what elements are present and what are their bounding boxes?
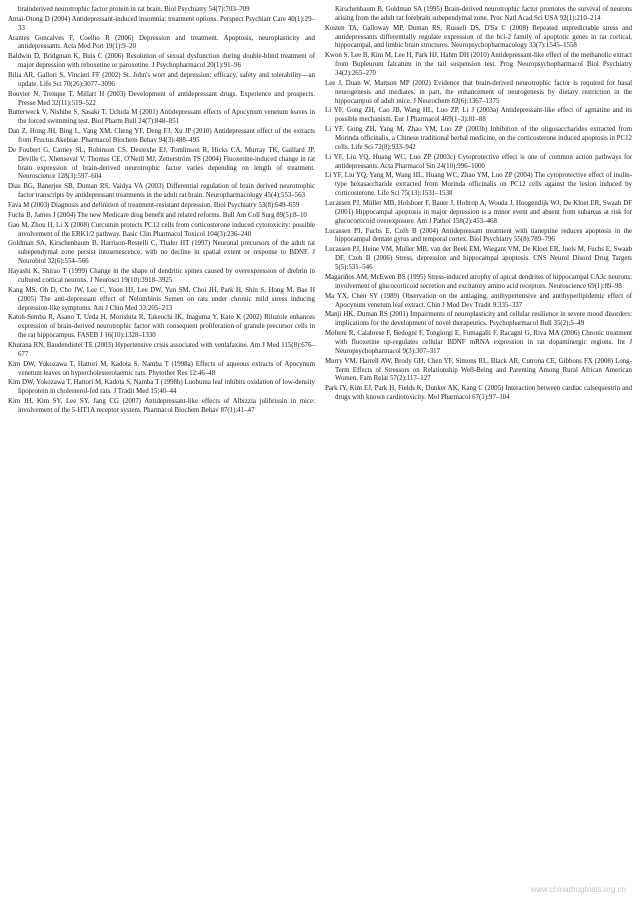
reference-entry: Kirschenbaum B, Goldman SA (1995) Brain-derived neurotrophic factor promotes the survival of neurons arising from the adult rat forebrain subependymal zone. Proc Natl Acad Sci USA 92(1):210–214 xyxy=(335,6,632,22)
reference-entry: Hayashi K, Shirao T (1999) Change in the shape of dendritic spines caused by overexpression of drebrin in cultured cortical neurons. J Neurosci 19(10):3918–3925 xyxy=(8,268,315,284)
reference-entry: Dan Z, Hong JH, Bing L, Yang XM, Cheng YF, Deng FJ, Xu JP (2010) Antidepressant effect of the extracts from Fructus Akebiae. Pharmacol Biochem Behav 94(3):488–495 xyxy=(8,128,315,145)
reference-entry: Kosten TA, Galloway MP, Duman RS, Russell DS, D'Sa C (2008) Repeated unpredictable stress and antidepressants differentially regulate expression of the bcl-2 family of apoptotic genes in rat cortical, hippocampal, and limbic brain structures. Neuropsychopharmacology 33(7):1545–1558 xyxy=(325,24,632,50)
references-column-left xyxy=(8,6,315,900)
reference-entry: Kim DW, Yokozawa T, Hattori M, Kadota S, Namba T (1998b) Luobuma leaf inhibits oxidation of low-density lipoprotein in cholesterol-fed rats. J Tradit Med 15:40–44 xyxy=(8,379,315,396)
reference-entry: Fuchs B, James J (2004) The new Medicare drug benefit and related reforms. Bull Am Coll Surg 89(5):8–10 xyxy=(8,211,307,219)
reference-entry: Manji HK, Duman RS (2001) Impairments of neuroplasticity and cellular resilience in severe mood disorders: implications for the development of novel therapeutics. Psychopharmacol Bull 35(2):5–49 xyxy=(325,311,632,328)
reference-entry: De Foubert G, Carney SL, Robinson CS, Destexhe EJ, Tomlinson R, Hicks CA, Murray TK, Gaillard JP, Deville C, Xhenseval V, Thomas CE, O'Neill MJ, Zetterström TS (2004) Fluoxetine-induced change in rat brain expression of brain-derived neurotrophic factor varies depending on length of treatment. Neuroscience 128(3):597–604 xyxy=(8,146,315,181)
reference-entry: Park IY, Kim EJ, Park H, Fields K, Dunker AK, Kang C (2005) Interaction between cardiac calsequestrin and drugs with known cardiotoxicity. Mol Pharmacol 67(1):97–104 xyxy=(325,385,632,402)
reference-entry: Khurana RN, Baudendistel TE (2003) Hypertensive crisis associated with venlafaxine. Am J Med 115(8):676–677 xyxy=(8,341,315,358)
reference-entry: Lucassen PJ, Heine VM, Muller MB, van der Beek EM, Wiegant VM, De Kloet ER, Joels M, Fuchs E, Swaab DF, Czeh B (2006) Stress, depression and hippocampal apoptosis. CNS Neurol Disord Drug Targets 5(5):531–546 xyxy=(325,246,632,272)
reference-entry: Li YF, Gong ZH, Yang M, Zhao YM, Luo ZP (2003b) Inhibition of the oligosaccharides extracted from Morinda officinalis, a Chinese traditional herbal medicine, on the corticosterone induced apoptosis in PC12 cells. Life Sci 72(8):933–942 xyxy=(325,126,632,151)
reference-entry: Magariños AM, McEwen BS (1995) Stress-induced atrophy of apical dendrites of hippocampal CA3c neurons: involvement of glucocorticoid secretion and excitatory amino acid receptors. Neuroscience 69(1):89–98 xyxy=(325,273,632,290)
reference-entry: Kang MS, Oh D, Cho JW, Lee C, Yoon HJ, Lee DW, Yun SM, Choi JH, Park H, Shin S, Hong M, Bae H (2005) The anti-depressant effect of Nelumbinis Semen on rats under chronic mild stress inducing depression-like symptoms. Am J Chin Med 33:205–213 xyxy=(8,286,315,312)
reference-entry: Kim JH, Kim SY, Lee SY, Jang CG (2007) Antidepressant-like effects of Albizzia julibrissin in mice: involvement of the 5-HT1A receptor system. Pharmacol Biochem Behav 87(1):41–47 xyxy=(8,398,315,414)
reference-entry: Fava M (2003) Diagnosis and definition of treatment-resistant depression. Biol Psychiatry 53(8):649–659 xyxy=(8,202,300,210)
reference-entry: Ma YX, Chen SY (1989) Observation on the antiaging, antihypertensive and antihyperlipidemic effect of Apocynum venetum leaf extract. Chin J Mod Dev Tradit 9:335–337 xyxy=(325,292,632,309)
reference-entry: Butterweck V, Nishibe S, Sasaki T, Uchida M (2001) Antidepressant effects of Apocynum venetum leaves in the forced swimming test. Biol Pharm Bull 24(7):848–851 xyxy=(8,109,315,126)
reference-entry: Antai-Otong D (2004) Antidepressant-induced insomnia: treatment options. Perspect Psychiatr Care 40(1):29–33 xyxy=(8,15,315,32)
reference-entry: Katoh-Semba R, Asano T, Ueda H, Morishita R, Takeuchi IK, Inaguma Y, Kato K (2002) Riluzole enhances expression of brain-derived neurotrophic factor with consequent proliferation of granule precursor cells in the rat hippocampus. FASEB J 16(10):1328–1330 xyxy=(8,314,315,340)
reference-entry: Murry VM, Harrell AW, Brody GH, Chen YF, Simons RL, Black AR, Cutrona CE, Gibbons FX (2008) Long-Term Effects of Stressors on Relationship Well-Being and Parenting Among Rural African American Women. Fam Relat 57(2):117–127 xyxy=(325,357,632,383)
watermark-text: www.chinadrugtrials.org.cn xyxy=(530,885,626,894)
reference-entry: Bilia AR, Gallori S, Vincieri FF (2002) St. John's wort and depression: efficacy, safety and tolerability—an update. Life Sci 70(26):3077–3096 xyxy=(8,72,315,88)
reference-entry: Arantes Goncalves F, Coelho R (2006) Depression and treatment. Apoptosis, neuroplasticity and antidepressants. Acta Med Port 19(1):9–20 xyxy=(8,34,315,51)
reference-entry: Li YF, Liu YQ, Yang M, Wang HL, Huang WC, Zhao YM, Luo ZP (2004) The cytoprotective effect of inulin-type hexasaccharide extracted from Morinda officinalis on PC12 cells against the lesion induced by corticosterone. Life Sci 75(13):1531–1538 xyxy=(325,172,632,198)
reference-entry: Li YF, Gong ZH, Cao JB, Wang HL, Luo ZP, Li J (2003a) Antidepressant-like effect of agmatine and its possible mechanism. Eur J Pharmacol 469(1–3):81–88 xyxy=(325,107,632,124)
reference-entry: Gao M, Zhou H, Li X (2008) Curcumin protects PC12 cells from corticosterone induced cytotoxicity: possible involvement of the ERK1/2 pathway. Basic Clin Pharmacol Toxicol 104(3):236–240 xyxy=(8,221,315,238)
reference-entry: Lucassen PJ, Müller MB, Holsboer F, Bauer J, Holtrop A, Wouda J, Hoogendijk WJ, De Kloet ER, Swaab DF (2001) Hippocampal apoptosis in major depression is a minor event and absent from subareas at risk for glucocorticoid overexposure. Am J Pathol 158(2):453–468 xyxy=(325,200,632,225)
reference-entry: Dias BG, Banerjee SB, Duman RS, Vaidya VA (2003) Differential regulation of brain derived neurotrophic factor transcripts by antidepressant treatments in the adult rat brain. Neuropharmacology 45(4):553–563 xyxy=(8,183,315,200)
reference-entry: Lucassen PJ, Fuchs E, Czéh B (2004) Antidepressant treatment with tianeptine reduces apoptosis in the hippocampal dentate gyrus and temporal cortex. Biol Psychiatry 55(8):789–796 xyxy=(325,227,632,244)
reference-entry: Baldwin D, Bridgman K, Buis C (2006) Resolution of sexual dysfunction during double-blind treatment of major depression with reboxetine or paroxetine. J Psychopharmacol 20(1):91–96 xyxy=(8,53,315,70)
reference-entry: Kim DW, Yokozawa T, Hattori M, Kadota S, Namba T (1998a) Effects of aqueous extracts of Apocynum venetum leaves on hypercholesterolaemic rats. Phytother Res 12:46–48 xyxy=(8,360,315,377)
references-column-right xyxy=(325,6,632,900)
reference-entry: Lee J, Duan W, Mattson MP (2002) Evidence that brain-derived neurotrophic factor is required for basal neurogenesis and mediates, in part, the enhancement of neurogenesis by dietary restriction in the hippocampus of adult mice. J Neurochem 82(6):1367–1375 xyxy=(325,79,632,105)
reference-entry: Molteni R, Calabrese F, Bedogni F, Tongiorgi E, Fumagalli F, Racagni G, Riva MA (2006) Chronic treatment with fluoxetine up-regulates cellular BDNF mRNA expression in rat dopaminergic regions. Int J Neuropsychopharmacol 9(3):307–317 xyxy=(325,330,632,355)
reference-entry: Li YF, Liu YQ, Huang WC, Luo ZP (2003c) Cytoprotective effect is one of common action pathways for antidepressants. Acta Pharmacol Sin 24(10):996–1000 xyxy=(325,153,632,170)
reference-entry: Bouvier N, Trenque T, Millart H (2003) Development of antidepressant drugs. Experience and prospects. Presse Med 32(11):519–522 xyxy=(8,90,315,107)
reference-entry: Goldman SA, Kirschenbaum B, Harrison-Restelli C, Thaler HT (1997) Neuronal precursors of the adult rat subependymal zone persist intosenescence, with no decline in spatial extent or response to BDNF. J Neurobiol 32(6):554–566 xyxy=(8,240,315,266)
reference-entry: brainderived neurotrophic factor protein in rat brain. Biol Psychiatry 54(7):703–709 xyxy=(18,6,250,13)
reference-entry: Kwon S, Lee B, Kim M, Lee H, Park HJ, Hahm DH (2010) Antidepressant-like effect of the methanolic extract from Bupleurum falcatum in the tail suspension test. Prog Neuropsychopharmacol Biol Psychiatry 34(2):265–270 xyxy=(325,52,632,78)
